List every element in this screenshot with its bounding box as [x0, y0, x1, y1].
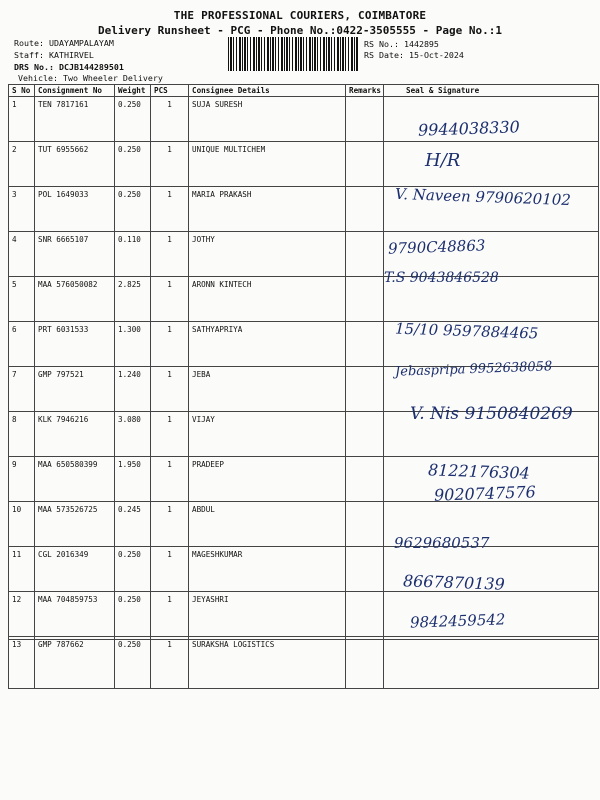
cell-pcs: 1 [151, 547, 189, 592]
rs-date: RS Date: 15-Oct-2024 [364, 50, 464, 60]
cell-sno: 1 [9, 97, 35, 142]
cell-remarks [346, 322, 384, 367]
cell-remarks [346, 547, 384, 592]
cell-remarks [346, 142, 384, 187]
col-sno: S No [9, 85, 35, 97]
runsheet-table [8, 84, 599, 689]
cell-pcs: 1 [151, 502, 189, 547]
cell-consignment: SNR 6665107 [35, 232, 115, 277]
cell-weight: 0.250 [115, 142, 151, 187]
cell-pcs: 1 [151, 97, 189, 142]
cell-weight: 1.950 [115, 457, 151, 502]
drs-label: DRS No.: [14, 62, 54, 72]
handwritten-signature: T.S 9043846528 [384, 270, 499, 286]
col-details: Consignee Details [189, 85, 346, 97]
drs-number [14, 62, 124, 72]
cell-pcs: 1 [151, 277, 189, 322]
cell-remarks [346, 637, 384, 689]
company-name: THE PROFESSIONAL COURIERS, COIMBATORE [173, 9, 427, 22]
cell-remarks [346, 412, 384, 457]
cell-details: JEBA [189, 367, 346, 412]
cell-details: UNIQUE MULTICHEM [189, 142, 346, 187]
cell-weight: 0.250 [115, 97, 151, 142]
cell-details: JOTHY [189, 232, 346, 277]
cell-details: ABDUL [189, 502, 346, 547]
col-consignment: Consignment No [35, 85, 115, 97]
cell-consignment: MAA 650580399 [35, 457, 115, 502]
cell-pcs: 1 [151, 322, 189, 367]
table-row [9, 637, 599, 689]
cell-pcs: 1 [151, 367, 189, 412]
handwritten-signature: 9790C48863 [387, 236, 486, 258]
table-bottom-border [8, 639, 598, 640]
cell-seal [384, 637, 599, 689]
cell-consignment: MAA 704859753 [35, 592, 115, 637]
cell-remarks [346, 502, 384, 547]
cell-consignment: KLK 7946216 [35, 412, 115, 457]
table-row [9, 142, 599, 187]
col-weight: Weight [115, 85, 151, 97]
cell-remarks [346, 187, 384, 232]
cell-consignment: GMP 797521 [35, 367, 115, 412]
route-label: Route: UDAYAMPALAYAM [14, 38, 114, 48]
cell-consignment: MAA 576050082 [35, 277, 115, 322]
cell-sno: 6 [9, 322, 35, 367]
cell-sno: 4 [9, 232, 35, 277]
vehicle-label: Vehicle: Two Wheeler Delivery [18, 73, 163, 83]
cell-weight: 1.300 [115, 322, 151, 367]
cell-sno: 11 [9, 547, 35, 592]
table-row [9, 547, 599, 592]
cell-consignment: PRT 6031533 [35, 322, 115, 367]
table-row [9, 592, 599, 637]
cell-pcs: 1 [151, 412, 189, 457]
cell-consignment: CGL 2016349 [35, 547, 115, 592]
cell-sno: 9 [9, 457, 35, 502]
rs-number: RS No.: 1442895 [364, 39, 439, 49]
table-row [9, 502, 599, 547]
handwritten-signature: 9944038330 [417, 117, 521, 140]
handwritten-signature: Jebaspripa 9952638058 [394, 359, 553, 380]
handwritten-signature: V. Nis 9150840269 [410, 404, 573, 424]
barcode-image [228, 37, 358, 71]
table-row [9, 277, 599, 322]
cell-details: PRADEEP [189, 457, 346, 502]
col-remarks: Remarks [346, 85, 384, 97]
handwritten-signature: H/R [425, 150, 461, 171]
cell-remarks [346, 232, 384, 277]
cell-pcs: 1 [151, 187, 189, 232]
col-seal: Seal & Signature [384, 85, 599, 97]
cell-remarks [346, 367, 384, 412]
cell-weight: 0.250 [115, 592, 151, 637]
cell-sno: 3 [9, 187, 35, 232]
cell-remarks [346, 97, 384, 142]
cell-details: JEYASHRI [189, 592, 346, 637]
cell-consignment: TEN 7817161 [35, 97, 115, 142]
cell-pcs: 1 [151, 637, 189, 689]
cell-remarks [346, 592, 384, 637]
cell-weight: 2.825 [115, 277, 151, 322]
cell-pcs: 1 [151, 142, 189, 187]
handwritten-signature: 8122176304 [427, 460, 531, 483]
handwritten-signature: 9020747576 [433, 482, 537, 505]
cell-pcs: 1 [151, 457, 189, 502]
cell-consignment: GMP 787662 [35, 637, 115, 689]
cell-weight: 3.080 [115, 412, 151, 457]
cell-sno: 5 [9, 277, 35, 322]
drs-value: DCJB144289501 [58, 62, 124, 72]
col-pcs: PCS [151, 85, 189, 97]
cell-details: MAGESHKUMAR [189, 547, 346, 592]
cell-weight: 0.250 [115, 187, 151, 232]
cell-consignment: TUT 6955662 [35, 142, 115, 187]
cell-details: SURAKSHA LOGISTICS [189, 637, 346, 689]
cell-details: SATHYAPRIYA [189, 322, 346, 367]
cell-consignment: POL 1649033 [35, 187, 115, 232]
cell-sno: 10 [9, 502, 35, 547]
cell-sno: 12 [9, 592, 35, 637]
table-header [9, 85, 599, 97]
cell-details: ARONN KINTECH [189, 277, 346, 322]
cell-details: SUJA SURESH [189, 97, 346, 142]
handwritten-signature: 8667870139 [402, 571, 506, 594]
cell-remarks [346, 277, 384, 322]
cell-details: VIJAY [189, 412, 346, 457]
cell-sno: 2 [9, 142, 35, 187]
cell-consignment: MAA 573526725 [35, 502, 115, 547]
table-row [9, 232, 599, 277]
cell-sno: 8 [9, 412, 35, 457]
cell-seal [384, 142, 599, 187]
cell-weight: 1.240 [115, 367, 151, 412]
handwritten-signature: 9629680537 [394, 534, 490, 552]
cell-pcs: 1 [151, 232, 189, 277]
cell-weight: 0.250 [115, 547, 151, 592]
cell-sno: 7 [9, 367, 35, 412]
cell-details: MARIA PRAKASH [189, 187, 346, 232]
cell-weight: 0.245 [115, 502, 151, 547]
cell-remarks [346, 457, 384, 502]
cell-weight: 0.110 [115, 232, 151, 277]
cell-pcs: 1 [151, 592, 189, 637]
cell-weight: 0.250 [115, 637, 151, 689]
cell-sno: 13 [9, 637, 35, 689]
runsheet-title: Delivery Runsheet - PCG - Phone No.:0422-3505555 - Page No.:1 [98, 24, 502, 37]
handwritten-signature: V. Naveen 9790620102 [394, 184, 572, 210]
handwritten-signature: 9842459542 [409, 610, 506, 632]
handwritten-signature: 15/10 9597884465 [394, 319, 539, 343]
staff-label: Staff: KATHIRVEL [14, 50, 94, 60]
